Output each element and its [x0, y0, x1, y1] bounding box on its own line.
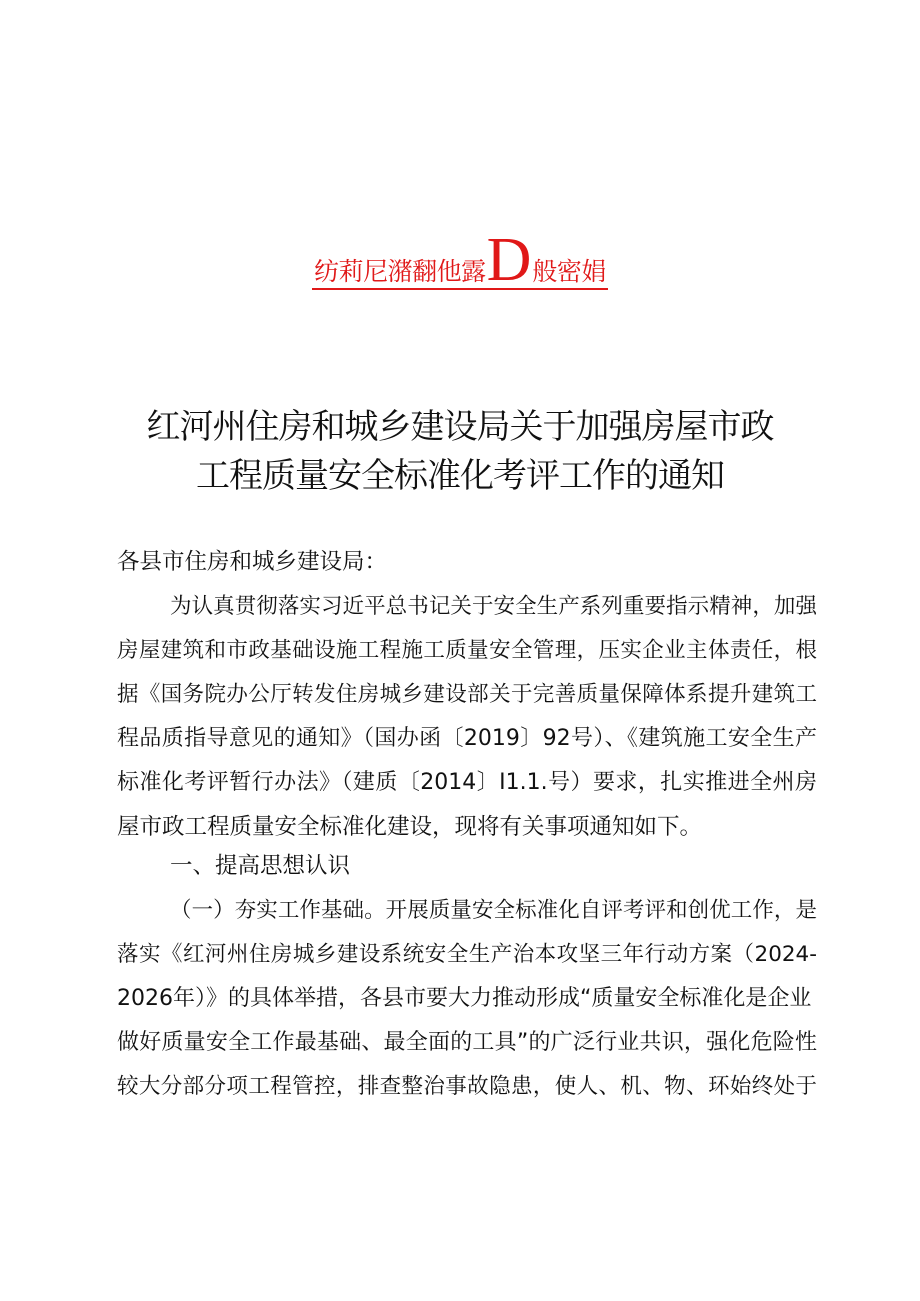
- section-1-heading: 一、提高思想认识: [170, 853, 351, 879]
- paragraph-2-line: 较大分部分项工程管控，排查整治事故隐患，使人、机、物、环始终处于: [117, 1074, 817, 1099]
- paragraph-1-line: 为认真贯彻落实习近平总书记关于安全生产系列重要指示精神，加强: [170, 594, 817, 619]
- paragraph-1-line: 据《国务院办公厅转发住房城乡建设部关于完善质量保障体系提升建筑工: [117, 682, 817, 707]
- paragraph-2-line: 2026年）》的具体举措，各县市要大力推动形成“质量安全标准化是企业: [117, 986, 812, 1011]
- document-title-line-2: 工程质量安全标准化考评工作的通知: [196, 456, 724, 496]
- paragraph-1-line: 标准化考评暂行办法》（建质〔2014〕I1.1.号）要求，扎实推进全州房: [117, 770, 817, 795]
- header-big-letter: D: [486, 226, 532, 294]
- paragraph-1-line: 房屋建筑和市政基础设施工程施工质量安全管理，压实企业主体责任，根: [117, 638, 817, 663]
- document-title-line-1: 红河州住房和城乡建设局关于加强房屋市政: [146, 407, 774, 447]
- paragraph-1-line: 屋市政工程质量安全标准化建设，现将有关事项通知如下。: [117, 814, 703, 840]
- paragraph-1-line: 程品质指导意见的通知》（国办函〔2019〕92号）、《建筑施工安全生产: [117, 726, 817, 751]
- paragraph-2-line: 做好质量安全工作最基础、最全面的工具”的广泛行业共识，强化危险性: [117, 1030, 817, 1055]
- header-text-right: 般密娟: [532, 257, 606, 286]
- red-header-text: [312, 226, 608, 294]
- document-header: [0, 226, 920, 296]
- salutation: 各县市住房和城乡建设局：: [117, 549, 388, 575]
- paragraph-2-line: 落实《红河州住房城乡建设系统安全生产治本攻坚三年行动方案（2024-: [117, 942, 817, 967]
- paragraph-2-line: （一）夯实工作基础。开展质量安全标准化自评考评和创优工作，是: [170, 898, 817, 923]
- header-text-left: 纺莉尼潴翻他露: [314, 257, 486, 286]
